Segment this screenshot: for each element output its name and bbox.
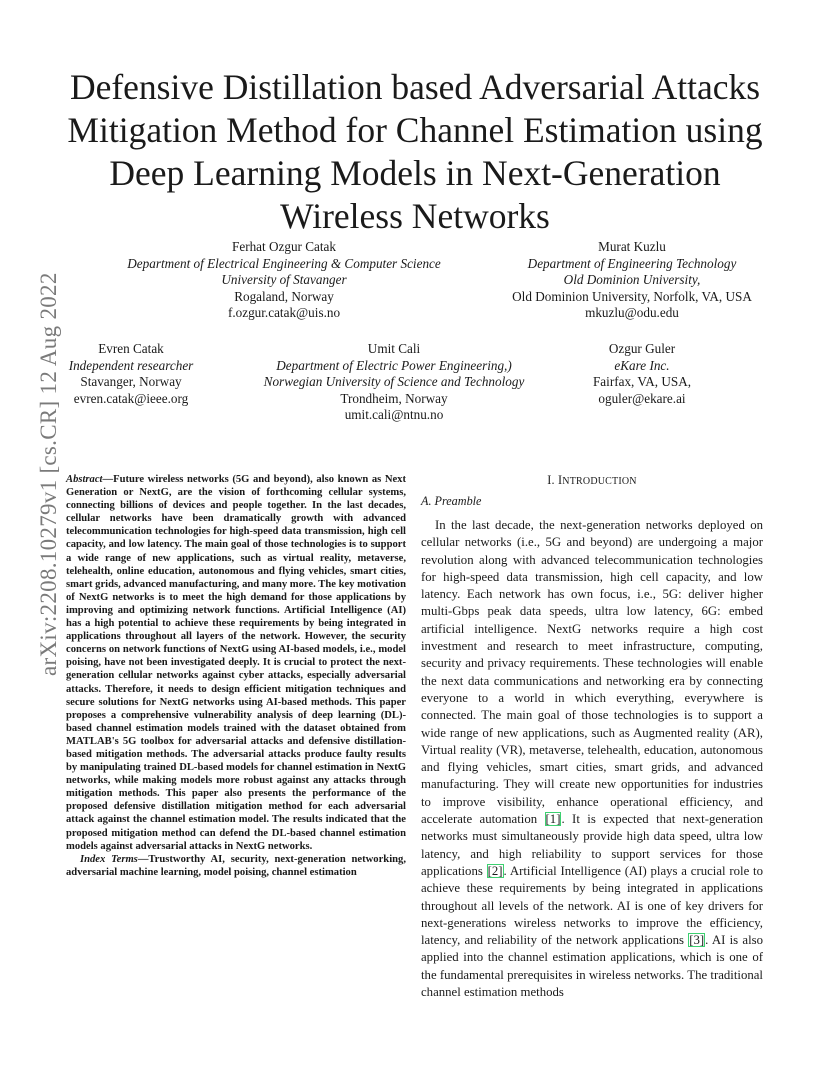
author-location: Trondheim, Norway (340, 390, 448, 406)
abstract-text: —Future wireless networks (5G and beyond), also known as Next Generation or NextG, are the vision of forthcoming cellular systems, connecting billions of devices and people together. In the last decades, cellular networks have been dramatically growth with advanced telecommunication technologies for high-speed data transmission, high cell capacity, and low latency. The main goal of those technologies is to support a wide range of new applications, such as virtual reality, metaverse, telehealth, online education, autonomous and flying vehicles, smart cities, smart grids, advanced manufacturing, and many more. The key motivation of NextG networks is to meet the high demand for those applications by improving and optimizing network functions. Artificial Intelligence (AI) has a high potential to achieve these requirements by being integrated in applications throughout all layers of the network. However, the security concerns on network functions of NextG using AI-based models, i.e., model poising, have not been investigated deeply. It is crucial to protect the next-generation cellular networks against cyber attacks, especially adversarial attacks. Therefore, it needs to design efficient mitigation techniques and secure solutions for NextG networks using AI-based methods. This paper proposes a comprehensive vulnerability analysis of deep learning (DL)-based channel estimation models trained with the dataset obtained from MATLAB's 5G toolbox for adversarial attacks and defensive distillation-based mitigation methods. The adversarial attacks produce faulty results by manipulating trained DL-based models for channel estimation in NextG networks, while making models more robust against any attacks through mitigation methods. This paper also presents the performance of the proposed defensive distillation mitigation method for each adversarial attack against the channel estimation model. The results indicated that the proposed mitigation method can defend the DL-based channel estimation models against adversarial attacks in NextG networks. (66, 474, 406, 852)
author-email: oguler@ekare.ai (598, 390, 686, 406)
author-block (60, 341, 202, 407)
author-location: Fairfax, VA, USA, (592, 374, 692, 390)
body-text-run: . AI is also applied into the channel estimation applications, which is one of the fundamental prerequisites in wireless networks. The traditional channel estimation methods (421, 933, 763, 1000)
author-affiliation: eKare Inc. (614, 357, 670, 373)
author-affiliation: Independent researcher (68, 357, 194, 373)
index-terms-text: —Trustworthy AI, security, next-generation networking, adversarial machine learning, model poising, channel estimation (66, 853, 406, 878)
subsection-heading: A. Preamble (421, 494, 482, 508)
author-affiliation: Department of Electric Power Engineering,) (276, 357, 512, 373)
author-name: Umit Cali (367, 341, 421, 356)
section-heading (421, 473, 763, 488)
abstract (66, 473, 406, 879)
paper-title: Defensive Distillation based Adversarial Attacks Mitigation Method for Channel Estimation using Deep Learning Models in Next-Generation Wireless Networks (67, 67, 763, 236)
author-email: umit.cali@ntnu.no (344, 407, 444, 423)
author-email: mkuzlu@odu.edu (585, 305, 679, 321)
body-paragraph (421, 517, 763, 1001)
citation-link[interactable]: [1] (545, 812, 561, 827)
author-affiliation: Department of Electrical Engineering & Computer Science (127, 255, 441, 271)
author-institution: University of Stavanger (221, 272, 347, 288)
section-title: NTRODUCTION (562, 476, 637, 487)
author-block (500, 239, 764, 322)
arxiv-sidebar-label: arXiv:2208.10279v1 [cs.CR] 12 Aug 2022 (36, 272, 61, 676)
section-number: I. I (547, 473, 563, 487)
author-institution: Norwegian University of Science and Technology (263, 374, 525, 390)
author-block (580, 341, 704, 407)
body-text-run: In the last decade, the next-generation networks deployed on cellular networks (i.e., 5G and beyond) are undergoing a major revolution along with advanced telecommunication technologies for high-speed data transmission, high cell capacity, and low latency. Each network has own focus, i.e., 5G: deliver higher multi-Gbps peak data speeds, ultra low latency, 6G: embed artificial intelligence. NextG networks require a high cost investment and research to meet infrastructure, computing, security and privacy requirements. These technologies will enable the next data communications and networking era by connecting everyone to a world in which everything, everywhere is connected. The main goal of those technologies is to support a wide range of new applications, such as Augmented reality (AR), Virtual reality (VR), metaverse, telehealth, education, autonomous and flying vehicles, smart cities, smart grids, and advanced manufacturing. They will create new opportunities for industries to improve visibility, enhance operational efficiency, and accelerate automation (421, 518, 763, 827)
index-terms-label: Index Terms (80, 853, 138, 865)
index-terms (66, 853, 406, 879)
body-text-run: . Artificial Intelligence (AI) plays a crucial role to achieve these requirements by being integrated in applications throughout all levels of the network. AI is one of key drivers for next-generations wireless networks to improve the efficiency, latency, and reliability of the network applications (421, 863, 763, 948)
author-block (250, 341, 538, 424)
introduction-section (421, 473, 763, 1001)
author-email: evren.catak@ieee.org (73, 390, 189, 406)
author-location: Old Dominion University, Norfolk, VA, USA (512, 288, 752, 304)
abstract-paragraph (66, 473, 406, 853)
author-block (112, 239, 456, 322)
author-email: f.ozgur.catak@uis.no (227, 305, 341, 321)
author-name: Evren Catak (98, 341, 164, 356)
author-name: Murat Kuzlu (598, 239, 666, 254)
author-location: Stavanger, Norway (80, 374, 182, 390)
author-institution: Old Dominion University, (563, 272, 701, 288)
abstract-label: Abstract (66, 474, 103, 485)
author-name: Ferhat Ozgur Catak (232, 239, 336, 254)
citation-link[interactable]: [3] (689, 933, 705, 948)
body-text-run: . It is expected that next-generation networks must simultaneously provide high data speed, ultra low latency, and high reliability to support services for those applications (421, 812, 763, 878)
author-affiliation: Department of Engineering Technology (527, 255, 737, 271)
author-name: Ozgur Guler (608, 341, 676, 356)
author-location: Rogaland, Norway (234, 288, 334, 304)
citation-link[interactable]: [2] (487, 863, 503, 878)
